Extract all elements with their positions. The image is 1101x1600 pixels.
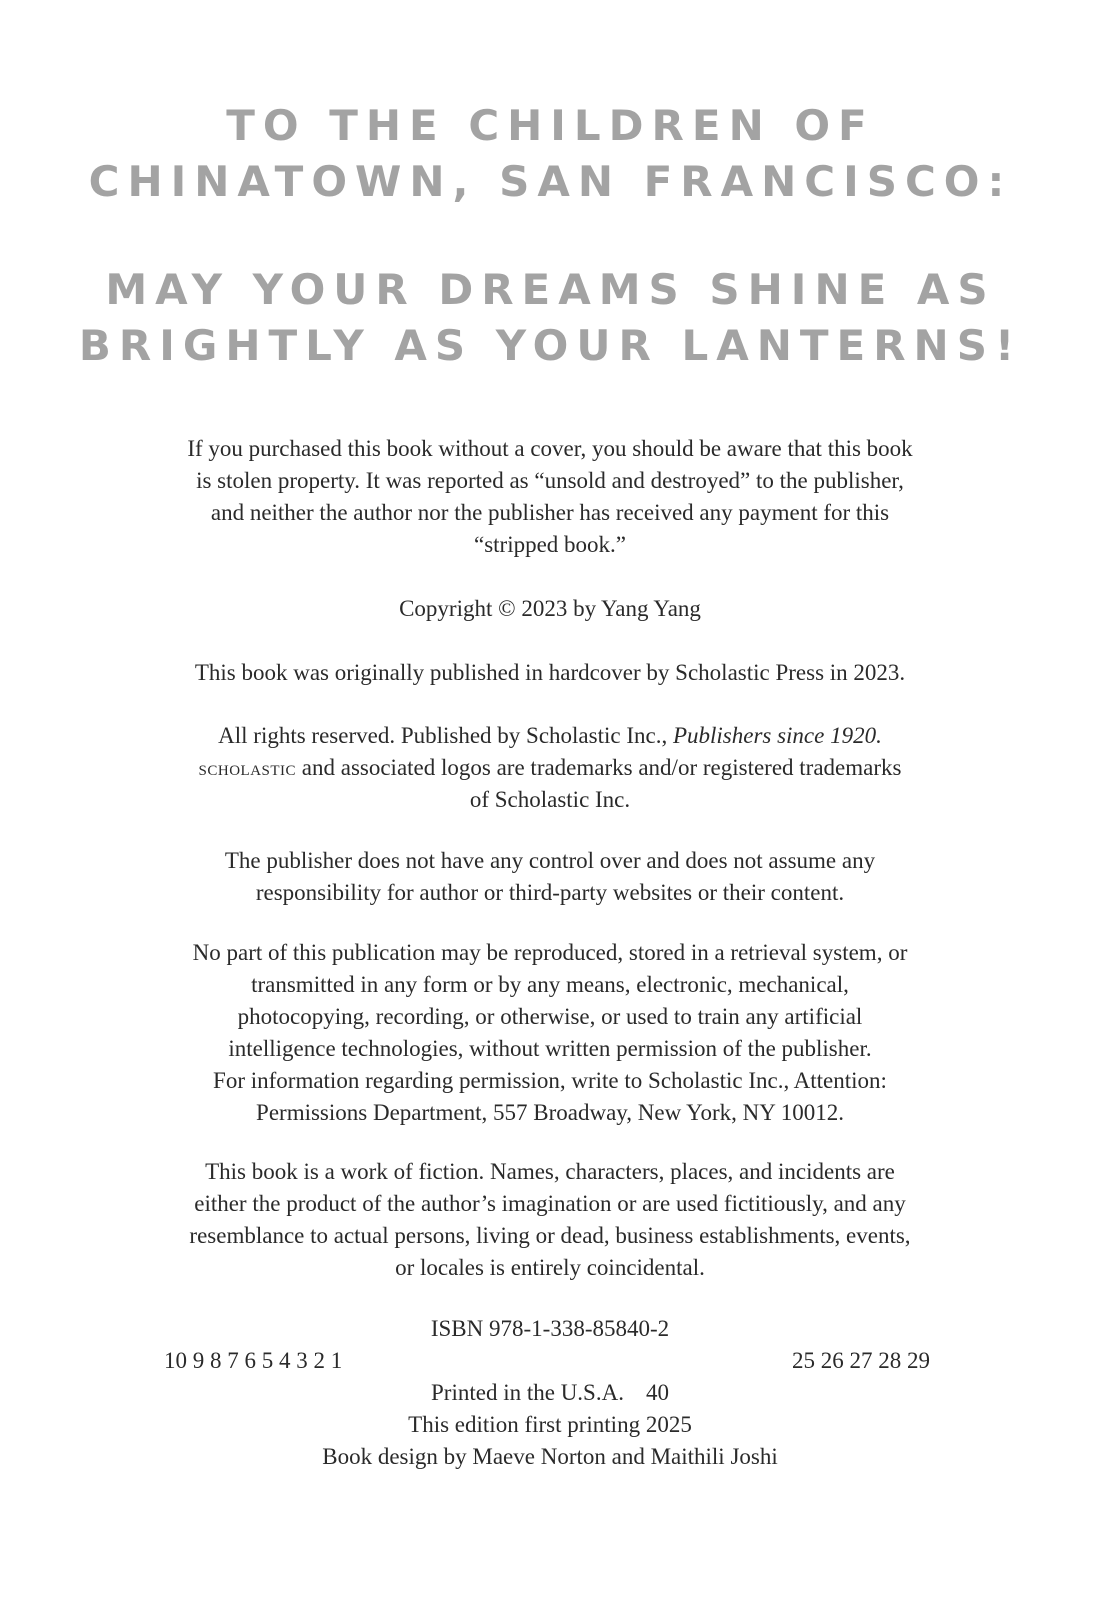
rights-prefix: All rights reserved. Published by Scholastic Inc.,: [218, 723, 673, 748]
text-line: [150, 752, 950, 784]
text-line: intelligence technologies, without written permission of the publisher.: [228, 1036, 872, 1061]
text-line: If you purchased this book without a cover, you should be aware that this book: [187, 436, 913, 461]
text-line: or locales is entirely coincidental.: [395, 1255, 705, 1280]
text-line: “stripped book.”: [473, 532, 626, 557]
fiction-disclaimer: [150, 1156, 950, 1284]
text-line: The publisher does not have any control over and does not assume any: [224, 848, 876, 873]
stripped-book-notice: [150, 433, 950, 561]
printing-numbers: 10 9 8 7 6 5 4 3 2 1: [164, 1348, 343, 1373]
text-line: Copyright © 2023 by Yang Yang: [399, 596, 701, 621]
text-line: [150, 720, 950, 752]
dedication-line: MAY YOUR DREAMS SHINE AS: [105, 265, 996, 314]
publication-info: [150, 1313, 950, 1473]
printing-row: [150, 1345, 950, 1377]
text-line: For information regarding permission, write to Scholastic Inc., Attention:: [213, 1068, 887, 1093]
text-line: transmitted in any form or by any means, electronic, mechanical,: [251, 972, 849, 997]
design-credit: Book design by Maeve Norton and Maithili Joshi: [322, 1444, 778, 1469]
dedication-line: CHINATOWN, SAN FRANCISCO:: [88, 157, 1013, 206]
isbn: ISBN 978-1-338-85840-2: [430, 1316, 670, 1341]
dedication-heading: [0, 98, 1101, 210]
printed-in-line: [150, 1377, 950, 1409]
text-line: This book is a work of fiction. Names, characters, places, and incidents are: [205, 1159, 895, 1184]
dedication-line: TO THE CHILDREN OF: [226, 101, 875, 150]
rights-notice: [150, 720, 950, 816]
trademark-text: and associated logos are trademarks and/or registered trademarks: [296, 755, 902, 780]
year-numbers: 25 26 27 28 29: [792, 1348, 930, 1373]
text-line: responsibility for author or third-party websites or their content.: [255, 880, 845, 905]
scholastic-trademark: scholastic: [198, 756, 297, 780]
printed-in: Printed in the U.S.A.: [431, 1380, 624, 1405]
text-line: is stolen property. It was reported as “unsold and destroyed” to the publisher,: [196, 468, 904, 493]
copyright-line: [150, 593, 950, 625]
text-line: resemblance to actual persons, living or dead, business establishments, events,: [189, 1223, 911, 1248]
text-line: and neither the author nor the publisher has received any payment for this: [210, 500, 890, 525]
dedication-line: BRIGHTLY AS YOUR LANTERNS!: [78, 321, 1023, 370]
control-notice: [150, 845, 950, 909]
text-line: This book was originally published in hardcover by Scholastic Press in 2023.: [194, 660, 906, 685]
reproduction-notice: [150, 937, 950, 1129]
text-line: either the product of the author’s imagination or are used fictitiously, and any: [194, 1191, 906, 1216]
text-line: of Scholastic Inc.: [469, 787, 631, 812]
dedication-wish: [0, 262, 1101, 374]
text-line: No part of this publication may be reproduced, stored in a retrieval system, or: [192, 940, 908, 965]
publisher-tagline: Publishers since 1920.: [672, 723, 882, 748]
hardcover-note: [150, 657, 950, 689]
text-line: Permissions Department, 557 Broadway, New York, NY 10012.: [256, 1100, 844, 1125]
text-line: photocopying, recording, or otherwise, or used to train any artificial: [237, 1004, 863, 1029]
edition-line: This edition first printing 2025: [408, 1412, 692, 1437]
printed-code: 40: [645, 1380, 669, 1405]
